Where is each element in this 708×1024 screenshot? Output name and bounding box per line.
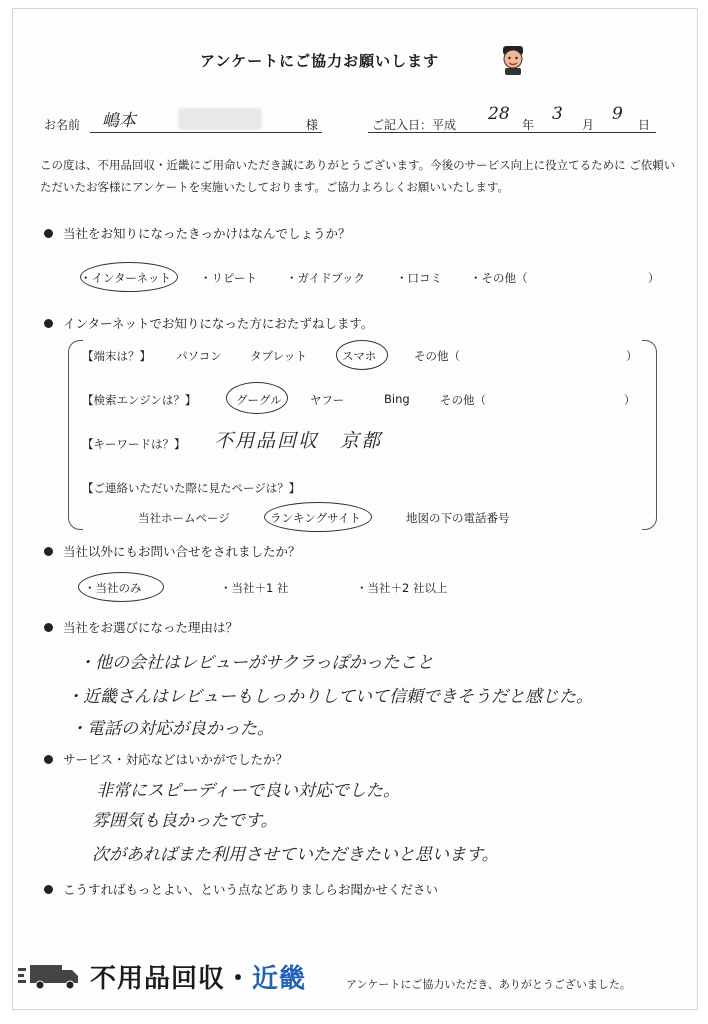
q5-question [44, 750, 288, 768]
survey-title: アンケートにご協力お願いします [200, 52, 440, 70]
q1-option-wordofmouth: ・口コミ [396, 271, 442, 285]
q3-text: 当社以外にもお問い合せをされましたか？ [63, 544, 301, 559]
date-month: 3 [552, 104, 563, 124]
honorific: 様 [306, 118, 319, 132]
bullet-icon [44, 885, 53, 894]
bullet-icon [44, 623, 53, 632]
q3-option-plus1: ・当社＋1 社 [220, 581, 289, 595]
name-label: お名前 [44, 118, 81, 132]
device-option-tablet: タブレット [250, 349, 307, 363]
q2-text: インターネットでお知りになった方におたずねします。 [63, 316, 374, 331]
search-option-other-close: ） [624, 393, 636, 407]
search-option-yahoo: ヤフー [310, 393, 345, 407]
bullet-icon [44, 755, 53, 764]
selection-circle [80, 262, 178, 292]
q3-option-plus2: ・当社＋2 社以上 [356, 581, 448, 595]
date-underline [368, 132, 656, 133]
logo-accent-text: 近畿 [252, 964, 307, 994]
selection-circle [336, 340, 388, 370]
search-label: 【検索エンジンは？】 [82, 393, 197, 407]
logo-main-text: 不用品回収・ [90, 964, 253, 994]
footer-note: アンケートにご協力いただき、ありがとうございました。 [346, 978, 631, 991]
page-option-ranking: ランキングサイト [270, 511, 361, 525]
keyword-label: 【キーワードは？】 [82, 437, 186, 451]
keyword-value: 不用品回収 京都 [214, 430, 383, 452]
q4-answer-1: ・他の会社はレビューがサクラっぽかったこと [78, 653, 434, 673]
date-year: 28 [488, 104, 510, 124]
q1-option-repeat: ・リピート [200, 271, 258, 285]
q6-question [44, 880, 438, 898]
q6-text: こうすればもっとよい、という点などありましらお聞かせください [63, 882, 439, 897]
month-unit: 月 [582, 118, 595, 132]
bullet-icon [44, 229, 53, 238]
q4-question [44, 618, 238, 636]
q2-bracket-left [68, 340, 83, 530]
q1-option-guidebook: ・ガイドブック [286, 271, 366, 285]
q5-answer-1: 非常にスピーディーで良い対応でした。 [96, 781, 400, 801]
q2-question [44, 314, 373, 332]
device-label: 【端末は？】 [82, 349, 151, 363]
q1-option-internet: ・インターネット [80, 271, 171, 285]
page-label: 【ご連絡いただいた際に見たページは？】 [82, 481, 301, 495]
q4-answer-2: ・近畿さんはレビューもしっかりしていて信頼できそうだと感じた。 [66, 687, 593, 707]
q5-text: サービス・対応などはいかがでしたか？ [63, 752, 289, 767]
device-option-other-close: ） [626, 349, 638, 363]
q3-question [44, 542, 301, 560]
device-option-pc: パソコン [176, 349, 222, 363]
q2-bracket-right [642, 340, 657, 530]
page-option-map-phone: 地図の下の電話番号 [406, 511, 510, 525]
bullet-icon [44, 319, 53, 328]
q1-text: 当社をお知りになったきっかけはなんでしょうか？ [63, 226, 351, 241]
bullet-icon [44, 547, 53, 556]
day-unit: 日 [638, 118, 651, 132]
search-option-google: グーグル [236, 393, 282, 407]
q4-answer-3: ・電話の対応が良かった。 [70, 719, 274, 739]
q5-answer-3: 次があればまた利用させていただきたいと思います。 [92, 845, 499, 865]
intro-text: この度は、不用品回収・近畿にご用命いただき誠にありがとうございます。今後のサービス向上に役立てるために ご依頼いただいたお客様にアンケートを実施いたしております。ご協力よろしくお願いいたします。 [40, 158, 676, 194]
search-option-bing: Bing [384, 392, 410, 406]
device-option-other: その他（ [414, 349, 460, 363]
page-option-homepage: 当社ホームページ [138, 511, 230, 525]
footer-logo [90, 958, 306, 995]
name-underline [90, 132, 322, 133]
q1-question [44, 224, 351, 242]
truck-icon [18, 962, 82, 990]
q1-option-other-close: ） [648, 271, 660, 285]
name-value: 嶋本 [102, 111, 136, 131]
date-day: 9 [612, 104, 623, 124]
search-option-other: その他（ [440, 393, 486, 407]
selection-circle [264, 502, 372, 532]
redacted-name [178, 108, 262, 130]
date-label: ご記入日：平成 [372, 118, 457, 132]
mascot-icon [498, 44, 528, 76]
year-unit: 年 [522, 118, 535, 132]
q3-option-only: ・当社のみ [84, 581, 142, 595]
selection-circle [78, 572, 164, 602]
selection-circle [226, 382, 288, 414]
q5-answer-2: 雰囲気も良かったです。 [92, 811, 278, 831]
device-option-smartphone: スマホ [342, 349, 377, 363]
q1-option-other: ・その他（ [470, 271, 528, 285]
q4-text: 当社をお選びになった理由は？ [63, 620, 239, 635]
